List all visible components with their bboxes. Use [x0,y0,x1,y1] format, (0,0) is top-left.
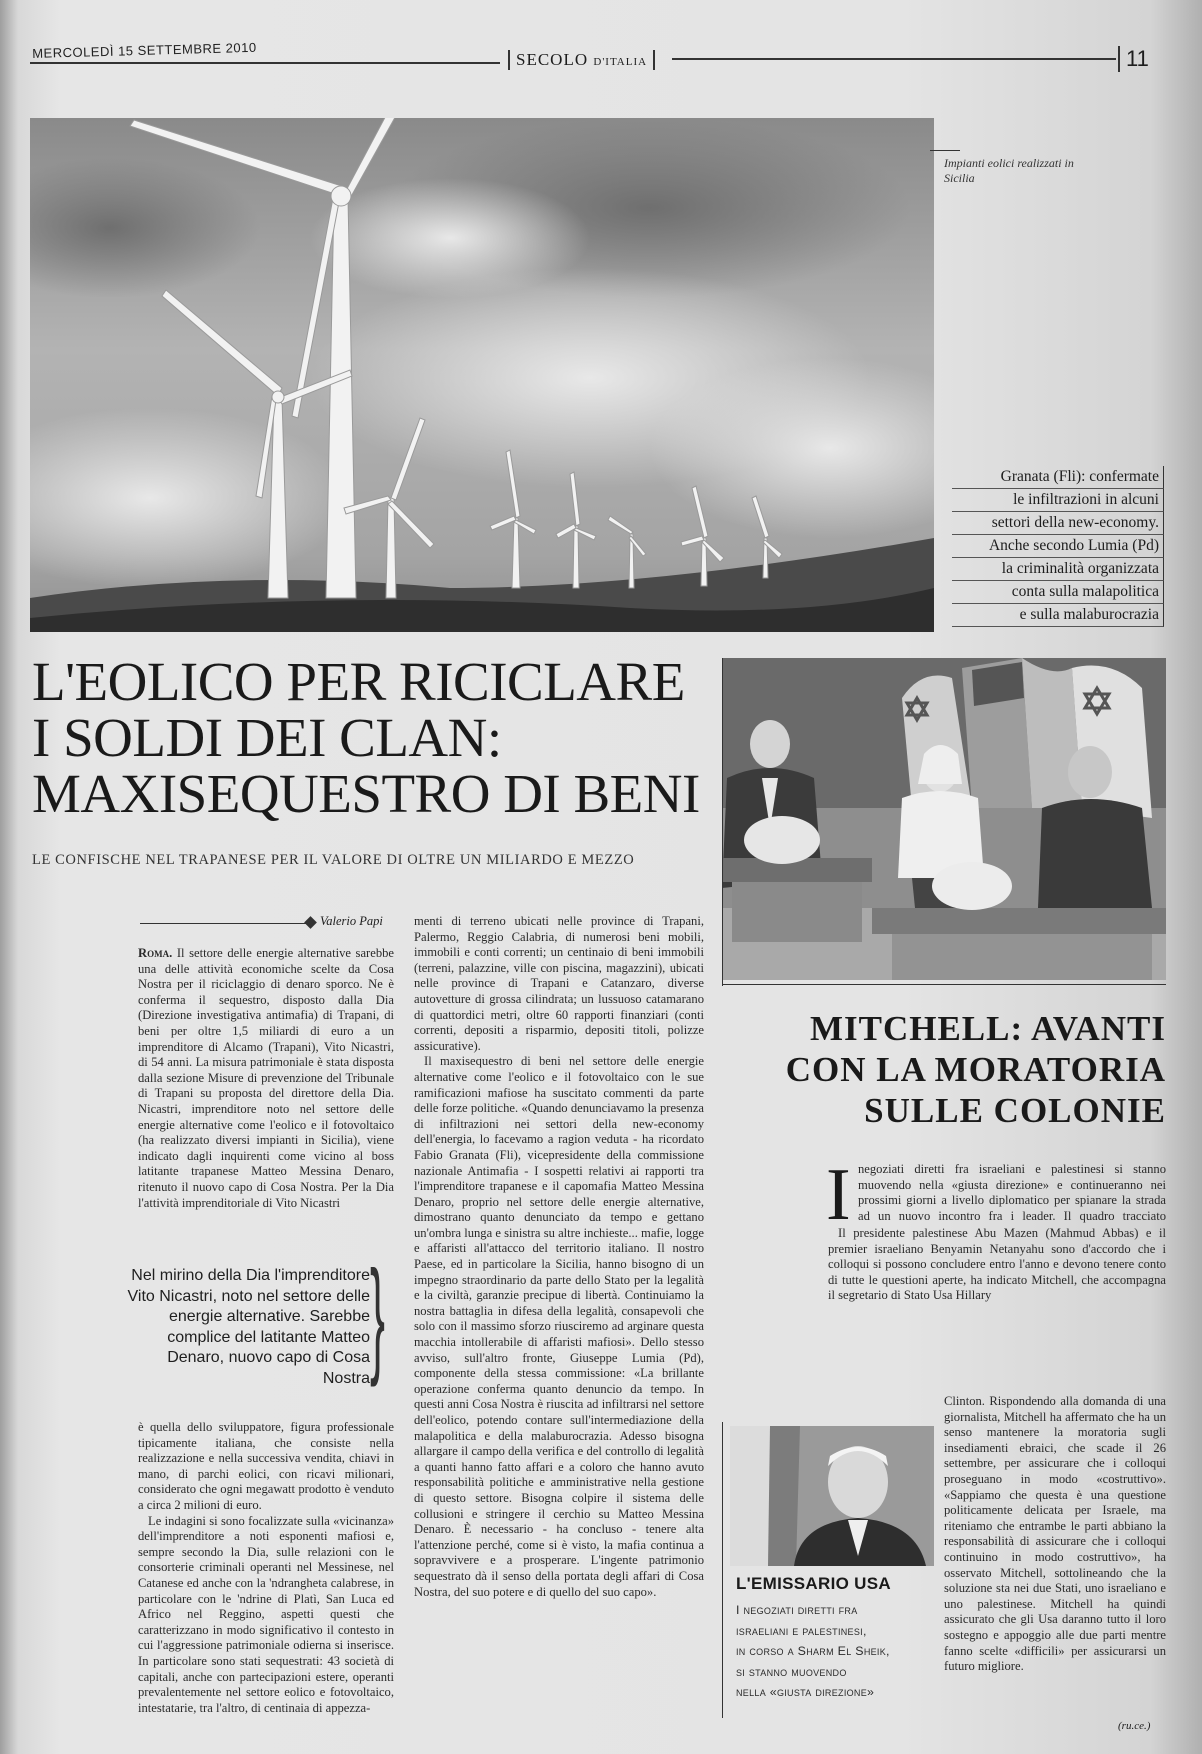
pull-quote-line: le infiltrazioni in alcuni [952,489,1164,512]
article2-text2: Il presidente palestinese Abu Mazen (Mahmud Abbas) e il premier israeliano Benyamin Netanyahu sono d'accordo che i colloqui si possono concludere entro l'anno e devono tenere conto di tutte le questioni aperte, ha indicato Mitchell, che accompagna il segretario di Stato Usa Hillary [828,1226,1166,1303]
column-1c-text: Le indagini si sono focalizzate sulla «vicinanza» dell'imprenditore a noti esponenti mafiosi e, sempre secondo la Dia, sulle relazioni con le consorterie criminali operanti nel Messinese, nel Catanese ed anche con la 'ndrangheta calabrese, in particolare con le 'ndrine di Platì, San Luca ed Africo nel Reggino, aspetti questi che caratterizzano in modo significativo il contesto in cui l'aggressione patrimoniale odierna si inserisce. In particolare sono stati sequestrati: 43 società di capitali, anche con partecipazioni estere, operanti prevalentemente nel settore eolico e fotovoltaico, intestatarie, tra l'altro, di centinaia di appezza- [138,1513,394,1715]
sidebar-caption-line: in corso a Sharm El Sheik, [736,1644,890,1658]
pull-quote-line: settori della new-economy. [952,512,1164,535]
wind-turbines-photo [30,118,934,632]
mitchell-portrait-photo [730,1426,934,1566]
dateline: Roma. [138,946,173,960]
headline-line: CON LA MORATORIA [785,1050,1166,1089]
sidebar-caption [736,1600,932,1703]
header-paper-name: SECOLO D'ITALIA [508,50,655,70]
pull-quote-line: conta sulla malapolitica [952,581,1164,604]
page-number: 11 [1118,46,1149,72]
pull-quote-line: e sulla malaburocrazia [952,604,1164,627]
sidebar-caption-line: nella «giusta direzione» [736,1685,875,1699]
meeting-photo [722,658,1166,980]
pull-quote-line: Granata (Fli): confermate [952,466,1164,489]
column-2-text: menti di terreno ubicati nelle province di Trapani, Palermo, Reggio Calabria, di numerosi beni mobili, immobili e conti correnti; un centinaio di beni immobili (terreni, palazzine, ville con piscina, magazzini), ubicati nelle province di Trapani e Catanzaro, diverse autovetture di grossa cilindrata; un lussuoso catamarano di quattordici metri, oltre 60 rapporti finanziari (conti correnti, depositi a risparmio, depositi titoli, polizze assicurative). [414,914,704,1053]
byline-diamond-icon [304,916,317,929]
article-column-1 [138,946,394,1246]
photo-frame-rule [722,984,1166,985]
byline-rule [140,923,310,924]
pull-quote-box [952,466,1164,627]
article2-intro-text: negoziati diretti fra israeliani e palestinesi si stanno muovendo nella «giusta direzione» e continueranno nei prossimi giorni a livello diplomatico per spianare la strada ad un nuovo incontro fra i leader. Il quadro tracciato [858,1162,1166,1223]
header-rule-right [672,58,1116,60]
headline-line: SULLE COLONIE [864,1091,1166,1130]
dropcap-letter: I [826,1154,851,1236]
header-date: MERCOLEDÌ 15 SETTEMBRE 2010 [32,39,257,61]
headline-line: I SOLDI DEI CLAN: [32,707,502,768]
article2-intro-top [858,1162,1166,1224]
sidebar-caption-line: israeliani e palestinesi, [736,1623,867,1638]
subheadline: LE CONFISCHE NEL TRAPANESE PER IL VALORE DI OLTRE UN MILIARDO E MEZZO [32,852,635,868]
sidebar-caption-line: I negoziati diretti fra [736,1603,858,1617]
pull-quote-line: Anche secondo Lumia (Pd) [952,535,1164,558]
photo-caption: Impianti eolici realizzati in Sicilia [944,156,1094,186]
column-1b-text: è quella dello sviluppatore, figura professionale tipicamente italiana, che consiste nella realizzazione e nella successiva vendita, chiavi in mano, di parchi eolici, con ricavi milionari, considerato che ogni megawatt prodotto è venduto a circa 2 milioni di euro. [138,1420,394,1512]
article-column-1-continued [138,1420,394,1736]
secondary-headline [740,1008,1166,1131]
column-2b-text: Il maxisequestro di beni nel settore delle energie alternative come l'eolico e il fotovoltaico con le sue ramificazioni mafiose ha suscitato commenti da parte delle forze politiche. «Quando denunciavamo la presenza di infiltrazioni nei settori della new-economy dell'energia, lo facevamo a ragion veduta - ha ricordato Fabio Granata (Fli), vicepresidente della commissione nazionale Antimafia - I sospetti relativi ai rapporti tra l'imprenditore trapanese e il capomafia Matteo Messina Denaro, proprio nel settore delle energie alternative, dimostrano quanto denunciato da tempo e gettano un'ombra lunga e sinistra su altre inchieste... mafie, logge e affaristi all'attacco del territorio italiano. Il nostro Paese, ed in particolare la Sicilia, hanno bisogno di un impegno straordinario da parte dello Stato per la legalità e la civiltà, garanzie precipue di libertà. Continuiamo la nostra battaglia in difesa della legalità, consapevoli che solo con il massimo sforzo riusciremo ad arginare questa macchia intollerabile di affaristi mafiosi». Dello stesso avviso, sull'altro fronte, Giuseppe Lumia (Pd), componente della stessa commissione: «La brillante operazione conferma quanto denuncio da tempo. In questi anni Cosa Nostra è riuscita ad infiltrarsi nel settore dell'eolico, potendo contare sull'intermediazione della malapolitica e della malaburocrazia. Adesso bisogna allargare il campo della verifica e del controllo di legalità a quanti hanno fatto affari e a coloro che hanno avuto responsabilità politiche e amministrative nella gestione di questo settore. Bisogna colpire il sistema delle collusioni e stringere il cerchio su Matteo Messina Denaro. È necessario - ha concluso - tenere alta l'attenzione perché, come si è visto, la mafia continua a sopravvivere e a prosperare. L'ingente patrimonio sequestrato dà il senso della portata degli affari di Cosa Nostra, del suo potere e di quello del suo capo». [414,1054,704,1599]
pull-quote-line: la criminalità organizzata [952,558,1164,581]
quote-brace-icon: } [370,1245,385,1388]
article2-column-narrow [944,1394,1166,1724]
header-rule-left [30,62,500,64]
byline-author: Valerio Papi [320,914,383,928]
article2-column [828,1226,1166,1394]
highlight-quote: Nel mirino della Dia l'imprenditore Vito Nicastri, noto nel settore delle energie alternative. Sarebbe complice del latitante Matteo Denaro, nuovo capo di Cosa Nostra [127,1267,370,1387]
headline-line: MAXISEQUESTRO DI BENI [32,763,700,824]
main-headline [32,651,712,824]
author-initials: (ru.ce.) [1118,1720,1151,1732]
headline-line: L'EOLICO PER RICICLARE [32,651,685,712]
article2-text3: Clinton. Rispondendo alla domanda di una giornalista, Mitchell ha affermato che ha un senso mantenere la moratoria sugli insediamenti ebraici, che scade il 26 settembre, per assicurare che i colloqui proseguano in modo «costruttivo». «Sappiamo che questa è una questione politicamente delicata per Israele, ma riteniamo che entrambe le parti abbiano la responsabilità di assicurare che i colloqui continuino in modo costruttivo», ha osservato Mitchell, sottolineando che la soluzione sta nei due Stati, uno israeliano e uno palestinese. Mitchell ha quindi assicurato che gli Usa daranno tutto il loro sostegno e appoggio alle due parti mentre fanno scelte «difficili» per assicurarsi un futuro migliore. [944,1394,1166,1674]
sidebar-title: L'EMISSARIO USA [736,1574,891,1593]
column-1-text: Il settore delle energie alternative sarebbe una delle attività economiche scelte da Cosa Nostra per il riciclaggio di denaro sporco. Ne è conferma il sequestro, disposto dalla Dia (Direzione investigativa antimafia) di Trapani, di beni per oltre 1,5 miliardi di euro a un imprenditore di Alcamo (Trapani), Vito Nicastri, di 54 anni. La misura patrimoniale è stata disposta dalla sezione Misure di prevenzione del Tribunale di Trapani su proposta del direttore della Dia. Nicastri, imprenditore noto nel settore delle energie alternative come l'eolico e il fotovoltaico (ha realizzato diversi impianti in Sicilia), viene indicato dagli inquirenti come vicino al boss latitante trapanese Matteo Messina Denaro, ritenuto il nuovo capo di Cosa Nostra. Per la Dia l'attività imprenditoriale di Vito Nicastri [138,946,394,1210]
sidebar-caption-line: si stanno muovendo [736,1664,847,1679]
article-column-2 [414,914,704,1734]
photo-frame-rule [722,658,723,986]
headline-line: MITCHELL: AVANTI [809,1009,1166,1048]
